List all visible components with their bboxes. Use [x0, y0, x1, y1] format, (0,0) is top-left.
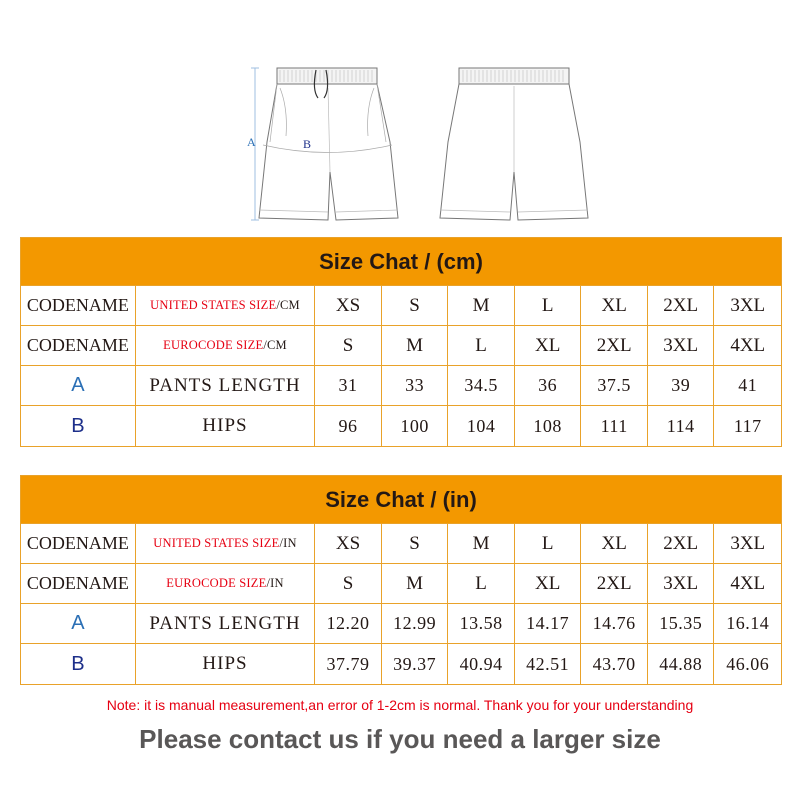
size-cell: 3XL [730, 294, 766, 316]
table-row-hips [21, 406, 781, 446]
size-cell: M [448, 286, 515, 325]
measure-cell: 46.06 [726, 653, 770, 674]
measure-cell: 37.5 [581, 366, 648, 405]
measure-cell: 96 [315, 406, 382, 446]
size-cell: XS [315, 524, 382, 563]
size-cell: 2XL [581, 326, 648, 365]
row-label: CODENAME [21, 524, 136, 563]
size-cell: XL [515, 564, 582, 603]
size-cell: L [448, 326, 515, 365]
measure-cell: 108 [515, 406, 582, 446]
size-cell: S [382, 286, 449, 325]
size-cell: 3XL [648, 564, 715, 603]
size-cell: 2XL [648, 524, 715, 563]
size-cell: M [382, 564, 449, 603]
size-cell: 2XL [581, 564, 648, 603]
measure-cell: 39.37 [382, 644, 449, 684]
desc-text: EUROCODE SIZE [163, 338, 264, 352]
size-cell: S [382, 524, 449, 563]
size-cell: XL [581, 524, 648, 563]
size-cell: S [315, 326, 382, 365]
measure-cell: 37.79 [315, 644, 382, 684]
row-description [136, 286, 316, 325]
contact-message: Please contact us if you need a larger size [139, 724, 661, 754]
measure-cell: 34.5 [448, 366, 515, 405]
marker-b: B [21, 644, 136, 684]
measure-cell: 42.51 [515, 644, 582, 684]
table-row-eu-size [21, 326, 781, 366]
measure-cell: 39 [648, 366, 715, 405]
row-label: CODENAME [21, 326, 136, 365]
size-cell: L [448, 564, 515, 603]
desc-text: UNITED STATES SIZE [153, 536, 280, 550]
measure-cell: 13.58 [448, 604, 515, 643]
row-description [136, 524, 316, 563]
desc-unit: /CM [263, 338, 287, 352]
size-cell: 3XL [648, 326, 715, 365]
size-cell: S [315, 564, 382, 603]
shorts-front-view [251, 68, 398, 220]
marker-b: B [21, 406, 136, 446]
table-row-us-size [21, 524, 781, 564]
row-description [136, 564, 316, 603]
marker-a: A [21, 604, 136, 643]
desc-unit: /IN [279, 536, 297, 550]
desc-unit: /IN [266, 576, 284, 590]
measure-cell: 43.70 [581, 644, 648, 684]
measure-cell: 100 [382, 406, 449, 446]
measure-cell: 31 [315, 366, 382, 405]
row-label: CODENAME [21, 286, 136, 325]
shorts-back-view [440, 68, 588, 220]
size-table-in [20, 475, 782, 685]
shorts-illustration [240, 60, 600, 230]
measure-cell: 114 [648, 406, 715, 446]
measure-cell: 104 [448, 406, 515, 446]
table-row-hips [21, 644, 781, 684]
size-cell: XS [315, 286, 382, 325]
measure-cell: 12.20 [315, 604, 382, 643]
measure-cell: 111 [581, 406, 648, 446]
desc-unit: /CM [276, 298, 300, 312]
table-title-cm: Size Chat / (cm) [21, 238, 781, 286]
table-title-in: Size Chat / (in) [21, 476, 781, 524]
measure-cell: 16.14 [726, 613, 770, 633]
size-cell: 4XL [730, 572, 766, 594]
marker-a: A [21, 366, 136, 405]
measure-cell: 117 [733, 415, 762, 436]
measure-cell: 36 [515, 366, 582, 405]
row-label: CODENAME [21, 564, 136, 603]
row-description: PANTS LENGTH [136, 366, 316, 405]
measure-cell: 12.99 [382, 604, 449, 643]
measure-cell: 14.17 [515, 604, 582, 643]
row-description: PANTS LENGTH [136, 604, 316, 643]
label-b: B [303, 137, 312, 151]
measure-cell: 15.35 [648, 604, 715, 643]
row-description [136, 326, 316, 365]
row-description: HIPS [136, 644, 316, 684]
row-description: HIPS [136, 406, 316, 446]
table-row-us-size [21, 286, 781, 326]
size-cell: L [515, 286, 582, 325]
size-table-cm [20, 237, 782, 447]
size-cell: XL [581, 286, 648, 325]
measure-cell: 33 [382, 366, 449, 405]
measurement-note: Note: it is manual measurement,an error of 1-2cm is normal. Thank you for your understanding [106, 697, 694, 713]
shorts-drawing [240, 60, 600, 230]
measure-cell: 41 [738, 375, 758, 395]
size-cell: 3XL [730, 532, 766, 554]
table-row-pants-length [21, 604, 781, 644]
table-row-pants-length [21, 366, 781, 406]
measure-cell: 44.88 [648, 644, 715, 684]
desc-text: EUROCODE SIZE [166, 576, 267, 590]
size-cell: L [515, 524, 582, 563]
size-cell: M [382, 326, 449, 365]
back-waistband [459, 68, 569, 84]
measure-cell: 40.94 [448, 644, 515, 684]
size-cell: XL [515, 326, 582, 365]
measure-cell: 14.76 [581, 604, 648, 643]
size-cell: 4XL [730, 334, 766, 356]
table-row-eu-size [21, 564, 781, 604]
size-cell: 2XL [648, 286, 715, 325]
desc-text: UNITED STATES SIZE [150, 298, 277, 312]
label-a: A [247, 135, 256, 149]
size-cell: M [448, 524, 515, 563]
